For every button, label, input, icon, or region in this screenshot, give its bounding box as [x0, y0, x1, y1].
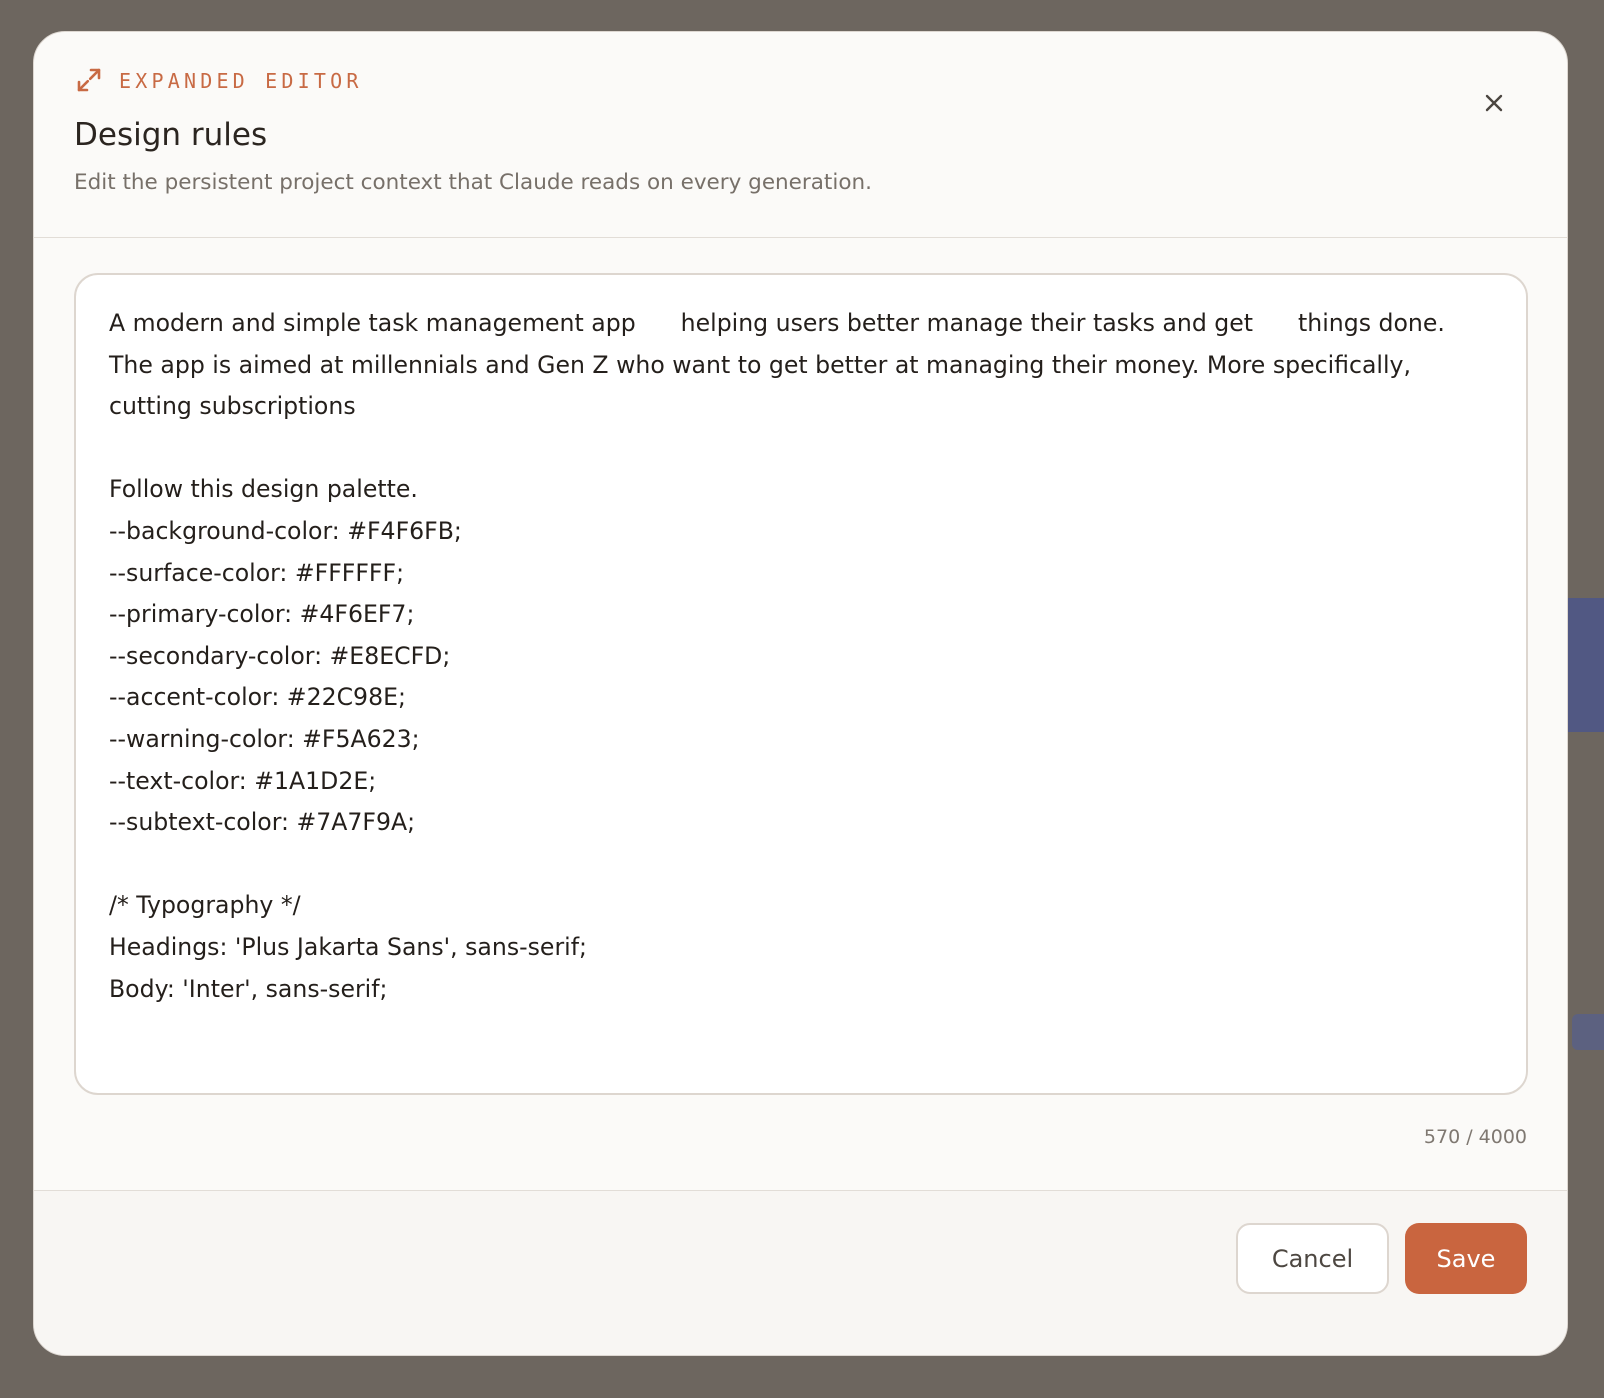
editor-container — [74, 273, 1528, 1095]
close-button[interactable] — [1473, 82, 1515, 124]
expand-icon — [75, 66, 103, 94]
footer-actions — [1236, 1223, 1527, 1294]
close-icon — [1480, 89, 1508, 117]
save-button[interactable]: Save — [1405, 1223, 1527, 1294]
expanded-editor-eyebrow — [75, 66, 363, 94]
cancel-button[interactable]: Cancel — [1236, 1223, 1389, 1294]
design-rules-editor[interactable] — [74, 273, 1528, 1095]
expanded-editor-modal — [33, 31, 1568, 1356]
background-panel-accent-small — [1572, 1014, 1604, 1050]
modal-title: Design rules — [74, 117, 268, 153]
modal-footer — [34, 1190, 1567, 1355]
modal-header — [34, 32, 1567, 238]
modal-subtitle: Edit the persistent project context that Claude reads on every generation. — [74, 170, 872, 195]
character-counter: 570 / 4000 — [1423, 1126, 1527, 1148]
eyebrow-label: EXPANDED EDITOR — [119, 68, 363, 93]
